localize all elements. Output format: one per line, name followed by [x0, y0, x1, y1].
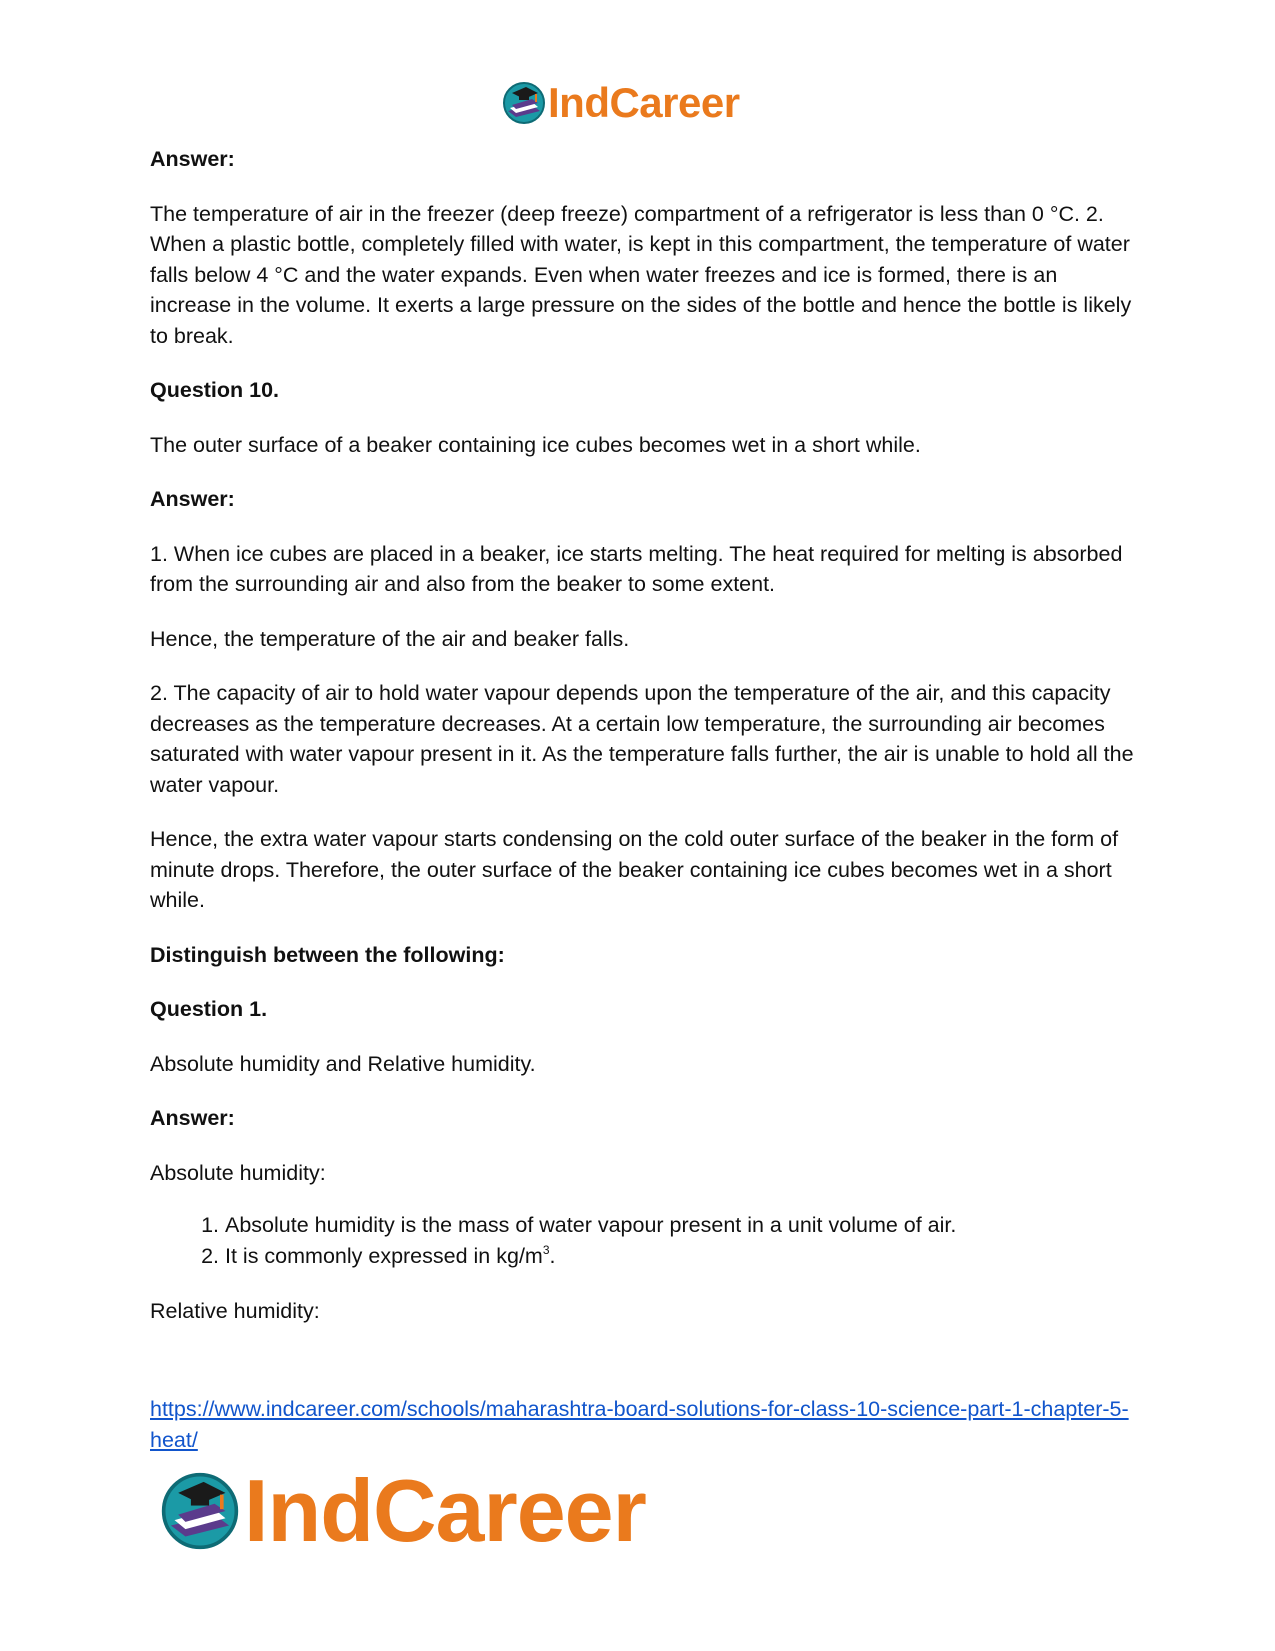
- question-heading: Question 1.: [150, 997, 268, 1021]
- header-logo: [502, 78, 740, 128]
- globe-book-icon: [160, 1471, 240, 1551]
- brand-wordmark: IndCareer: [548, 79, 740, 126]
- paragraph: Hence, the temperature of the air and beaker falls.: [150, 626, 630, 651]
- footer-logo: [160, 1461, 646, 1560]
- subheading: Relative humidity:: [150, 1299, 320, 1323]
- paragraph: 2. The capacity of air to hold water vapour depends upon the temperature of the air, and this capacity decreases as the temperature decreases. At a certain low temperature, the surrounding air becomes saturated with water vapour present in it. As the temperature falls further, the air is unable to hold all the water vapour.: [150, 681, 1134, 797]
- superscript: 3: [542, 1243, 550, 1257]
- list-item-text: It is commonly expressed in kg/m: [225, 1244, 543, 1268]
- subheading: Absolute humidity:: [150, 1160, 326, 1185]
- answer-heading: Answer:: [150, 1106, 235, 1130]
- list-item: [225, 1241, 1135, 1272]
- section-heading: Distinguish between the following:: [150, 942, 505, 967]
- source-link[interactable]: https://www.indcareer.com/schools/maharashtra-board-solutions-for-class-10-science-part-1-chapter-5-heat/: [150, 1397, 1129, 1452]
- numbered-list: [150, 1210, 1135, 1272]
- brand-wordmark: IndCareer: [244, 1461, 646, 1560]
- list-item-text: Absolute humidity is the mass of water vapour present in a unit volume of air.: [225, 1213, 957, 1237]
- paragraph: 1. When ice cubes are placed in a beaker, ice starts melting. The heat required for melting is absorbed from the surrounding air and also from the beaker to some extent.: [150, 541, 1123, 596]
- document-body: [150, 144, 1135, 1351]
- globe-book-icon: [502, 81, 546, 125]
- answer-heading: Answer:: [150, 487, 235, 511]
- question-text: The outer surface of a beaker containing ice cubes becomes wet in a short while.: [150, 432, 921, 457]
- list-item: [225, 1210, 1135, 1241]
- paragraph: Hence, the extra water vapour starts condensing on the cold outer surface of the beaker in the form of minute drops. Therefore, the outer surface of the beaker containing ice cubes becomes wet in a short while.: [150, 827, 1119, 912]
- answer-heading: Answer:: [150, 147, 235, 171]
- question-heading: Question 10.: [150, 378, 280, 402]
- list-item-end: .: [549, 1244, 556, 1268]
- paragraph: The temperature of air in the freezer (deep freeze) compartment of a refrigerator is less than 0 °C. 2. When a plastic bottle, completely filled with water, is kept in this compartment, the temperature of water falls below 4 °C and the water expands. Even when water freezes and ice is formed, there is an increase in the volume. It exerts a large pressure on the sides of the bottle and hence the bottle is likely to break.: [150, 201, 1132, 348]
- question-text: Absolute humidity and Relative humidity.: [150, 1051, 536, 1076]
